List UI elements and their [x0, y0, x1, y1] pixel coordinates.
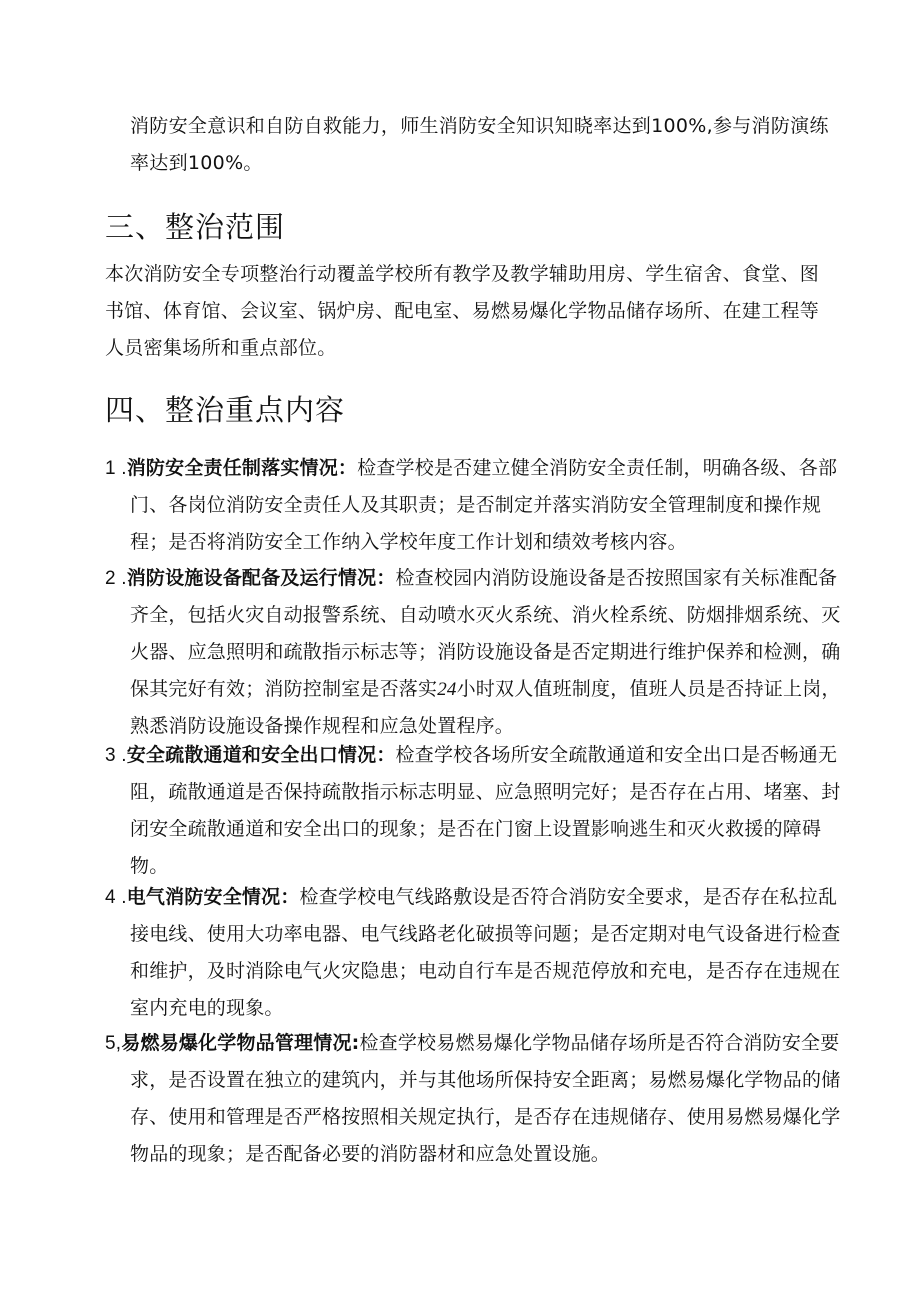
item-body: 检查校园内消防设施设备是否按照国家有关标准配备齐全，包括火灾自动报警系统、自动喷水灭火系统、消火栓系统、防烟排烟系统、灭火器、应急照明和疏散指示标志等；消防设施设备是否定期进行维护保养和检测，确保其完好有效；消防控制室是否落实 [130, 567, 841, 700]
list-item [105, 737, 855, 885]
item-title: 电气消防安全情况： [126, 886, 300, 908]
item-body: 检查学校各场所安全疏散通道和安全出口是否畅通无阻，疏散通道是否保持疏散指示标志明显、应急照明完好；是否存在占用、堵塞、封闭安全疏散通道和安全出口的现象；是否在门窗上设置影响逃生和灭火救援的障碍物。 [130, 744, 841, 877]
item-title: 易燃易爆化学物品管理情况: [121, 1032, 360, 1054]
section-3-heading: 三、整治范围 [105, 210, 286, 244]
item-number: 5, [105, 1033, 122, 1054]
list-item [105, 879, 855, 1027]
item-title: 消防设施设备配备及运行情况： [126, 567, 396, 589]
item-number: 2 . [105, 568, 127, 589]
item-body: 检查学校电气线路敷设是否符合消防安全要求，是否存在私拉乱接电线、使用大功率电器、电气线路老化破损等问题；是否定期对电气设备进行检查和维护，及时消除电气火灾隐患；电动自行车是否规范停放和充电，是否存在违规在室内充电的现象。 [130, 886, 841, 1019]
item-number: 1 . [105, 458, 127, 479]
item-title: 安全疏散通道和安全出口情况： [126, 744, 396, 766]
item-title: 消防安全责任制落实情况： [126, 457, 358, 479]
item-number: 3 . [105, 745, 127, 766]
list-item [105, 1025, 855, 1173]
hours-value: 24 [437, 679, 457, 700]
continuation-paragraph: 消防安全意识和自防自救能力，师生消防安全知识知晓率达到100%,参与消防演练率达到100%。 [130, 115, 829, 174]
list-item [105, 450, 855, 561]
section-3-paragraph: 本次消防安全专项整治行动覆盖学校所有教学及教学辅助用房、学生宿舍、食堂、图书馆、体育馆、会议室、锅炉房、配电室、易燃易爆化学物品储存场所、在建工程等人员密集场所和重点部位。 [105, 263, 820, 359]
item-body-continued: 小时双人值班制度，值班人员是否持证上岗，熟悉消防设施设备操作规程和应急处置程序。 [130, 678, 841, 737]
item-number: 4 . [105, 887, 127, 908]
list-item [105, 560, 855, 745]
section-4-heading: 四、整治重点内容 [105, 393, 346, 427]
item-body: 检查学校是否建立健全消防安全责任制，明确各级、各部门、各岗位消防安全责任人及其职责；是否制定并落实消防安全管理制度和操作规程；是否将消防安全工作纳入学校年度工作计划和绩效考核内容。 [130, 457, 838, 553]
item-body: 检查学校易燃易爆化学物品储存场所是否符合消防安全要求，是否设置在独立的建筑内，并与其他场所保持安全距离；易燃易爆化学物品的储存、使用和管理是否严格按照相关规定执行，是否存在违规储存、使用易燃易爆化学物品的现象；是否配备必要的消防器材和应急处置设施。 [130, 1032, 841, 1165]
